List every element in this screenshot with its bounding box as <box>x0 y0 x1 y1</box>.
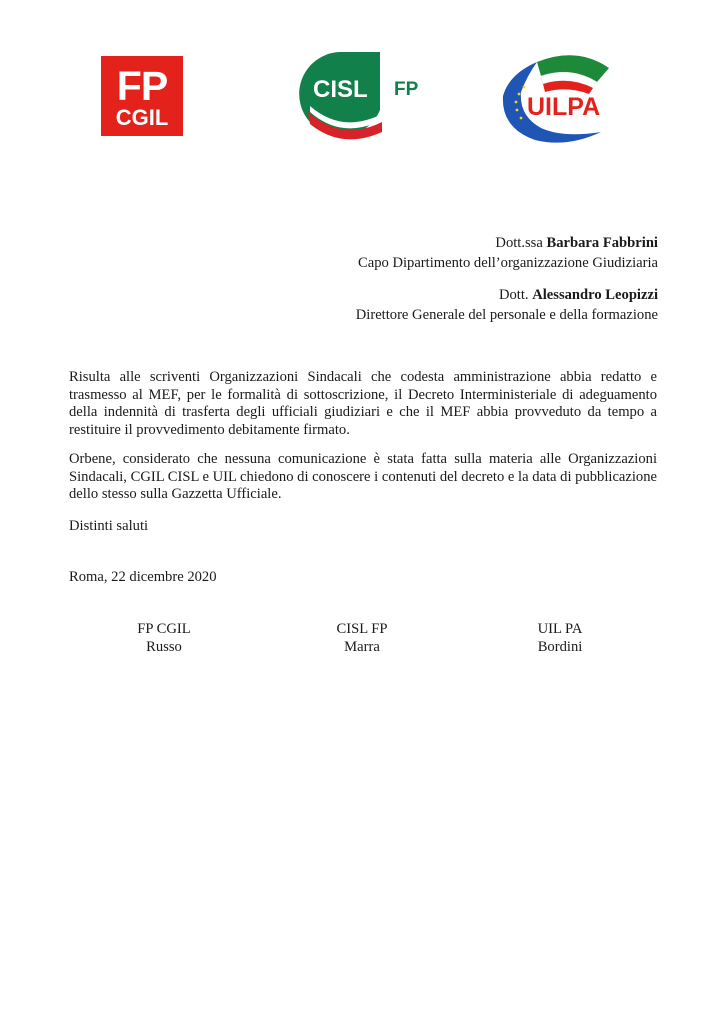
fp-cgil-logo-line1: FP <box>116 63 168 109</box>
addressee-2-role: Direttore Generale del personale e della formazione <box>355 307 658 323</box>
cisl-fp-logo <box>298 48 433 140</box>
uilpa-logo <box>497 52 625 144</box>
addressee-1-name-line <box>358 233 658 253</box>
signature-name: Marra <box>344 639 380 655</box>
addressee-1-title: Dott.ssa <box>495 235 543 251</box>
addressee-1 <box>358 233 658 273</box>
signature-cisl-fp <box>292 620 432 656</box>
body-paragraph-2: Orbene, considerato che nessuna comunicazione è stata fatta sulla materia alle Organizzazioni Sindacali, CGIL CISL e UIL chiedono di conoscere i contenuti del decreto e la data di pubblicazione dello stesso sulla Gazzetta Ufficiale. <box>69 451 658 503</box>
addressee-2 <box>356 285 658 325</box>
place-date: Roma, 22 dicembre 2020 <box>69 569 217 585</box>
cisl-fp-logo-fp-text: FP <box>394 79 419 100</box>
body-paragraph-1: Risulta alle scriventi Organizzazioni Sindacali che codesta amministrazione abbia redatto e trasmesso al MEF, per le formalità di sottoscrizione, il Decreto Interministeriale di adeguamento della indennità di trasferta degli ufficiali giudiziari e che il MEF abbia provveduto da tempo a restituire il provvedimento debitamente firmato. <box>69 369 657 438</box>
cisl-logo-text: CISL <box>313 76 368 103</box>
closing-salutation: Distinti saluti <box>69 518 149 534</box>
uilpa-logo-text: UILPA <box>527 93 601 121</box>
signature-org: CISL FP <box>336 621 388 637</box>
fp-cgil-logo-line2: CGIL <box>115 105 169 130</box>
signature-org: FP CGIL <box>137 621 191 637</box>
addressee-1-role: Capo Dipartimento dell’organizzazione Giudiziaria <box>357 255 658 271</box>
signature-fp-cgil <box>94 620 234 656</box>
addressee-1-name: Barbara Fabbrini <box>546 235 658 251</box>
signature-uil-pa <box>490 620 630 656</box>
fp-cgil-logo <box>101 56 183 136</box>
addressee-2-name: Alessandro Leopizzi <box>532 287 658 303</box>
addressee-2-title: Dott. <box>498 287 529 303</box>
signature-name: Bordini <box>537 639 583 655</box>
signature-name: Russo <box>146 639 182 655</box>
signature-org: UIL PA <box>537 621 583 637</box>
addressee-2-name-line <box>356 285 658 305</box>
